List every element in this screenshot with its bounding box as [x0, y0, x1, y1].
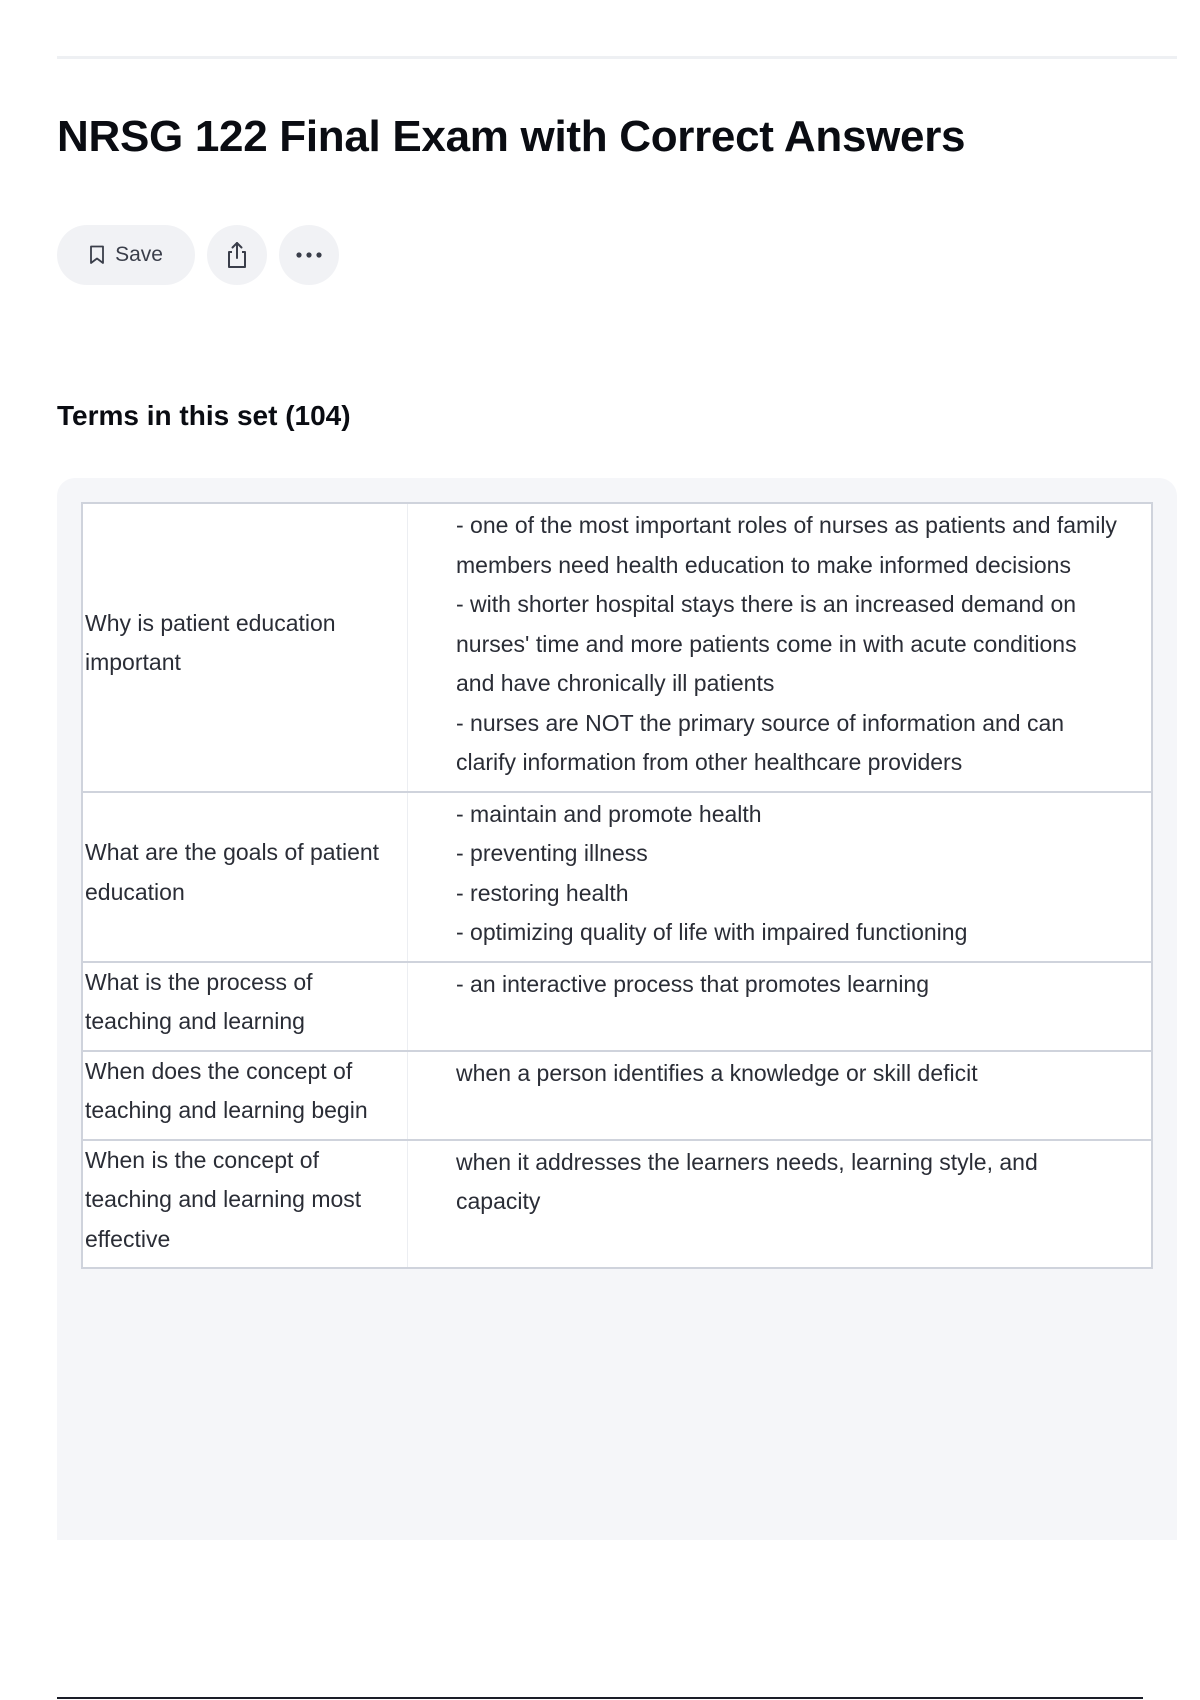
definition-line: - restoring health [456, 879, 629, 906]
bookmark-icon [89, 245, 105, 265]
definition-line: - nurses are NOT the primary source of information and can clarify information from other healthcare providers [456, 709, 1065, 775]
terms-heading: Terms in this set (104) [57, 400, 351, 431]
bottom-divider [57, 1697, 1143, 1699]
save-button-label: Save [115, 243, 163, 266]
terms-card [57, 478, 1177, 1540]
share-button[interactable] [207, 225, 267, 285]
definition-line: - maintain and promote health [456, 800, 762, 827]
definition-cell [408, 1051, 1153, 1140]
definition-cell [408, 1140, 1153, 1269]
term-cell: What are the goals of patient education [82, 792, 408, 962]
share-icon [224, 241, 250, 269]
term-cell: What is the process of teaching and learning [82, 962, 408, 1051]
definition-cell [408, 503, 1153, 792]
table-row [82, 503, 1152, 792]
term-cell: When does the concept of teaching and learning begin [82, 1051, 408, 1140]
more-options-button[interactable] [279, 225, 339, 285]
definition-line: when it addresses the learners needs, learning style, and capacity [456, 1148, 1038, 1214]
definition-line: - an interactive process that promotes learning [456, 970, 930, 997]
table-row [82, 792, 1152, 962]
definition-line: - one of the most important roles of nurses as patients and family members need health education to make informed decisions [456, 512, 1117, 578]
definition-line: - preventing illness [456, 840, 648, 866]
save-button[interactable] [57, 225, 195, 285]
definition-cell [408, 962, 1153, 1051]
more-horizontal-icon [295, 251, 323, 259]
term-cell: Why is patient education important [82, 503, 408, 792]
table-row [82, 1140, 1152, 1269]
terms-table [81, 502, 1153, 1269]
term-cell: When is the concept of teaching and learning most effective [82, 1140, 408, 1269]
table-row [82, 962, 1152, 1051]
page-title: NRSG 122 Final Exam with Correct Answers [57, 112, 966, 161]
table-row [82, 1051, 1152, 1140]
top-divider [57, 56, 1177, 59]
definition-line: - optimizing quality of life with impaired functioning [456, 919, 968, 945]
definition-line: - with shorter hospital stays there is an increased demand on nurses' time and more patients come in with acute conditions and have chronically ill patients [456, 591, 1077, 696]
definition-line: when a person identifies a knowledge or skill deficit [456, 1059, 978, 1086]
definition-cell [408, 792, 1153, 962]
action-bar [57, 225, 339, 285]
